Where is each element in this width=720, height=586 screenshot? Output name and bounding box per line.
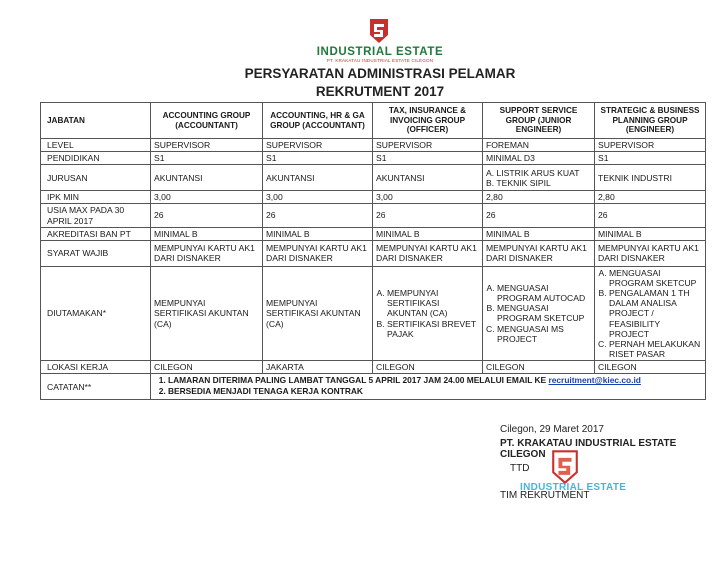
table-cell: MEMPUNYAI KARTU AK1 DARI DISNAKER — [483, 240, 595, 266]
table-cell: AKUNTANSI — [263, 165, 373, 191]
table-cell: S1 — [151, 152, 263, 165]
table-row — [41, 361, 706, 374]
brand-subtitle: PT. KRAKATAU INDUSTRIAL ESTATE CILEGON — [326, 58, 434, 63]
list-item — [168, 376, 702, 386]
table-cell: CILEGON — [373, 361, 483, 374]
table-row — [41, 227, 706, 240]
list-item: C. MENGUASAI MS PROJECT — [497, 324, 591, 344]
table-row — [41, 374, 706, 400]
table-cell: CILEGON — [483, 361, 595, 374]
list-item: B. MENGUASAI PROGRAM SKETCUP — [497, 303, 591, 323]
list-item: 2. BERSEDIA MENJADI TENAGA KERJA KONTRAK — [168, 387, 702, 397]
header-support-service-group: SUPPORT SERVICE GROUP (JUNIOR ENGINEER) — [483, 103, 595, 139]
table-cell: 26 — [373, 204, 483, 227]
list-item: A. MEMPUNYAI SERTIFIKASI AKUNTAN (CA) — [387, 288, 479, 318]
jurusan-item: B. TEKNIK SIPIL — [486, 177, 551, 188]
table-cell — [373, 266, 483, 360]
jurusan-item: A. LISTRIK ARUS KUAT — [486, 167, 580, 178]
requirements-table — [40, 102, 706, 400]
table-row — [41, 139, 706, 152]
table-cell: 26 — [151, 204, 263, 227]
table-cell: S1 — [263, 152, 373, 165]
table-cell: CILEGON — [151, 361, 263, 374]
table-cell: 26 — [483, 204, 595, 227]
table-cell: MINIMAL B — [483, 227, 595, 240]
table-cell — [595, 266, 706, 360]
row-label-level: LEVEL — [41, 139, 151, 152]
catatan-text: LAMARAN DITERIMA PALING LAMBAT TANGGAL 5 APRIL 2017 JAM 24.00 MELALUI EMAIL KE — [168, 375, 547, 386]
table-cell: 2,80 — [483, 191, 595, 204]
table-cell: 26 — [263, 204, 373, 227]
table-cell: 2,80 — [595, 191, 706, 204]
header-accounting-hr-ga-group: ACCOUNTING, HR & GA GROUP (ACCOUNTANT) — [263, 103, 373, 139]
signature-team: TIM REKRUTMENT — [500, 490, 590, 501]
row-label-catatan: CATATAN** — [41, 374, 151, 400]
kiec-logo-icon — [368, 18, 390, 44]
header-accounting-group: ACCOUNTING GROUP (ACCOUNTANT) — [151, 103, 263, 139]
table-cell: MEMPUNYAI SERTIFIKASI AKUNTAN (CA) — [263, 266, 373, 360]
document-subtitle: REKRUTMENT 2017 — [315, 84, 445, 99]
table-row — [41, 266, 706, 360]
email-link[interactable]: recruitment@kiec.co.id — [548, 375, 641, 386]
stamp-brand: INDUSTRIAL ESTATE — [520, 482, 627, 493]
list-item: B. SERTIFIKASI BREVET PAJAK — [387, 319, 479, 339]
brand-name: INDUSTRIAL ESTATE — [316, 46, 444, 58]
stamp-logo-icon — [550, 450, 580, 484]
row-label-ipk: IPK MIN — [41, 191, 151, 204]
table-row — [41, 165, 706, 191]
table-cell: MINIMAL B — [595, 227, 706, 240]
list-item: C. PERNAH MELAKUKAN RISET PASAR — [609, 339, 702, 359]
list-item: A. MENGUASAI PROGRAM AUTOCAD — [497, 283, 591, 303]
header-jabatan: JABATAN — [41, 103, 151, 139]
table-cell: 3,00 — [151, 191, 263, 204]
diutamakan-list — [376, 288, 479, 339]
table-cell: AKUNTANSI — [373, 165, 483, 191]
table-cell: SUPERVISOR — [151, 139, 263, 152]
table-row — [41, 204, 706, 227]
table-cell: MEMPUNYAI KARTU AK1 DARI DISNAKER — [373, 240, 483, 266]
table-cell: MINIMAL B — [263, 227, 373, 240]
row-label-jurusan: JURUSAN — [41, 165, 151, 191]
row-label-akreditasi: AKREDITASI BAN PT — [41, 227, 151, 240]
table-cell: SUPERVISOR — [595, 139, 706, 152]
table-cell: S1 — [595, 152, 706, 165]
catatan-cell — [151, 374, 706, 400]
row-label-syarat: SYARAT WAJIB — [41, 240, 151, 266]
signature-date: Cilegon, 29 Maret 2017 — [500, 424, 604, 435]
table-cell: AKUNTANSI — [151, 165, 263, 191]
document-title: PERSYARATAN ADMINISTRASI PELAMAR — [244, 66, 516, 81]
list-item: A. MENGUASAI PROGRAM SKETCUP — [609, 268, 702, 288]
signature-ttd: TTD — [510, 463, 530, 474]
row-label-diutamakan: DIUTAMAKAN* — [41, 266, 151, 360]
table-cell: 3,00 — [373, 191, 483, 204]
diutamakan-list — [486, 283, 591, 344]
table-cell: S1 — [373, 152, 483, 165]
table-cell: JAKARTA — [263, 361, 373, 374]
table-cell: MEMPUNYAI SERTIFIKASI AKUNTAN (CA) — [151, 266, 263, 360]
table-cell: 3,00 — [263, 191, 373, 204]
table-cell: MEMPUNYAI KARTU AK1 DARI DISNAKER — [263, 240, 373, 266]
table-cell — [483, 266, 595, 360]
row-label-pendidikan: PENDIDIKAN — [41, 152, 151, 165]
table-cell: SUPERVISOR — [263, 139, 373, 152]
table-cell: SUPERVISOR — [373, 139, 483, 152]
table-cell — [483, 165, 595, 191]
table-cell: MINIMAL B — [151, 227, 263, 240]
signature-company: PT. KRAKATAU INDUSTRIAL ESTATE CILEGON — [500, 438, 677, 460]
table-row — [41, 152, 706, 165]
diutamakan-list — [598, 268, 702, 359]
table-cell: TEKNIK INDUSTRI — [595, 165, 706, 191]
table-cell: 26 — [595, 204, 706, 227]
table-row — [41, 240, 706, 266]
table-row — [41, 191, 706, 204]
table-cell: MEMPUNYAI KARTU AK1 DARI DISNAKER — [151, 240, 263, 266]
table-cell: MEMPUNYAI KARTU AK1 DARI DISNAKER — [595, 240, 706, 266]
list-item: B. PENGALAMAN 1 TH DALAM ANALISA PROJECT / FEASIBILITY PROJECT — [609, 288, 702, 339]
row-label-lokasi: LOKASI KERJA — [41, 361, 151, 374]
table-cell: FOREMAN — [483, 139, 595, 152]
row-label-usia: USIA MAX PADA 30 APRIL 2017 — [41, 204, 151, 227]
table-cell: MINIMAL D3 — [483, 152, 595, 165]
catatan-list — [154, 376, 702, 397]
table-header-row — [41, 103, 706, 139]
header-tax-insurance-group: TAX, INSURANCE & INVOICING GROUP (OFFICER) — [373, 103, 483, 139]
table-cell: CILEGON — [595, 361, 706, 374]
header-strategic-business-group: STRATEGIC & BUSINESS PLANNING GROUP (ENGINEER) — [595, 103, 706, 139]
table-cell: MINIMAL B — [373, 227, 483, 240]
